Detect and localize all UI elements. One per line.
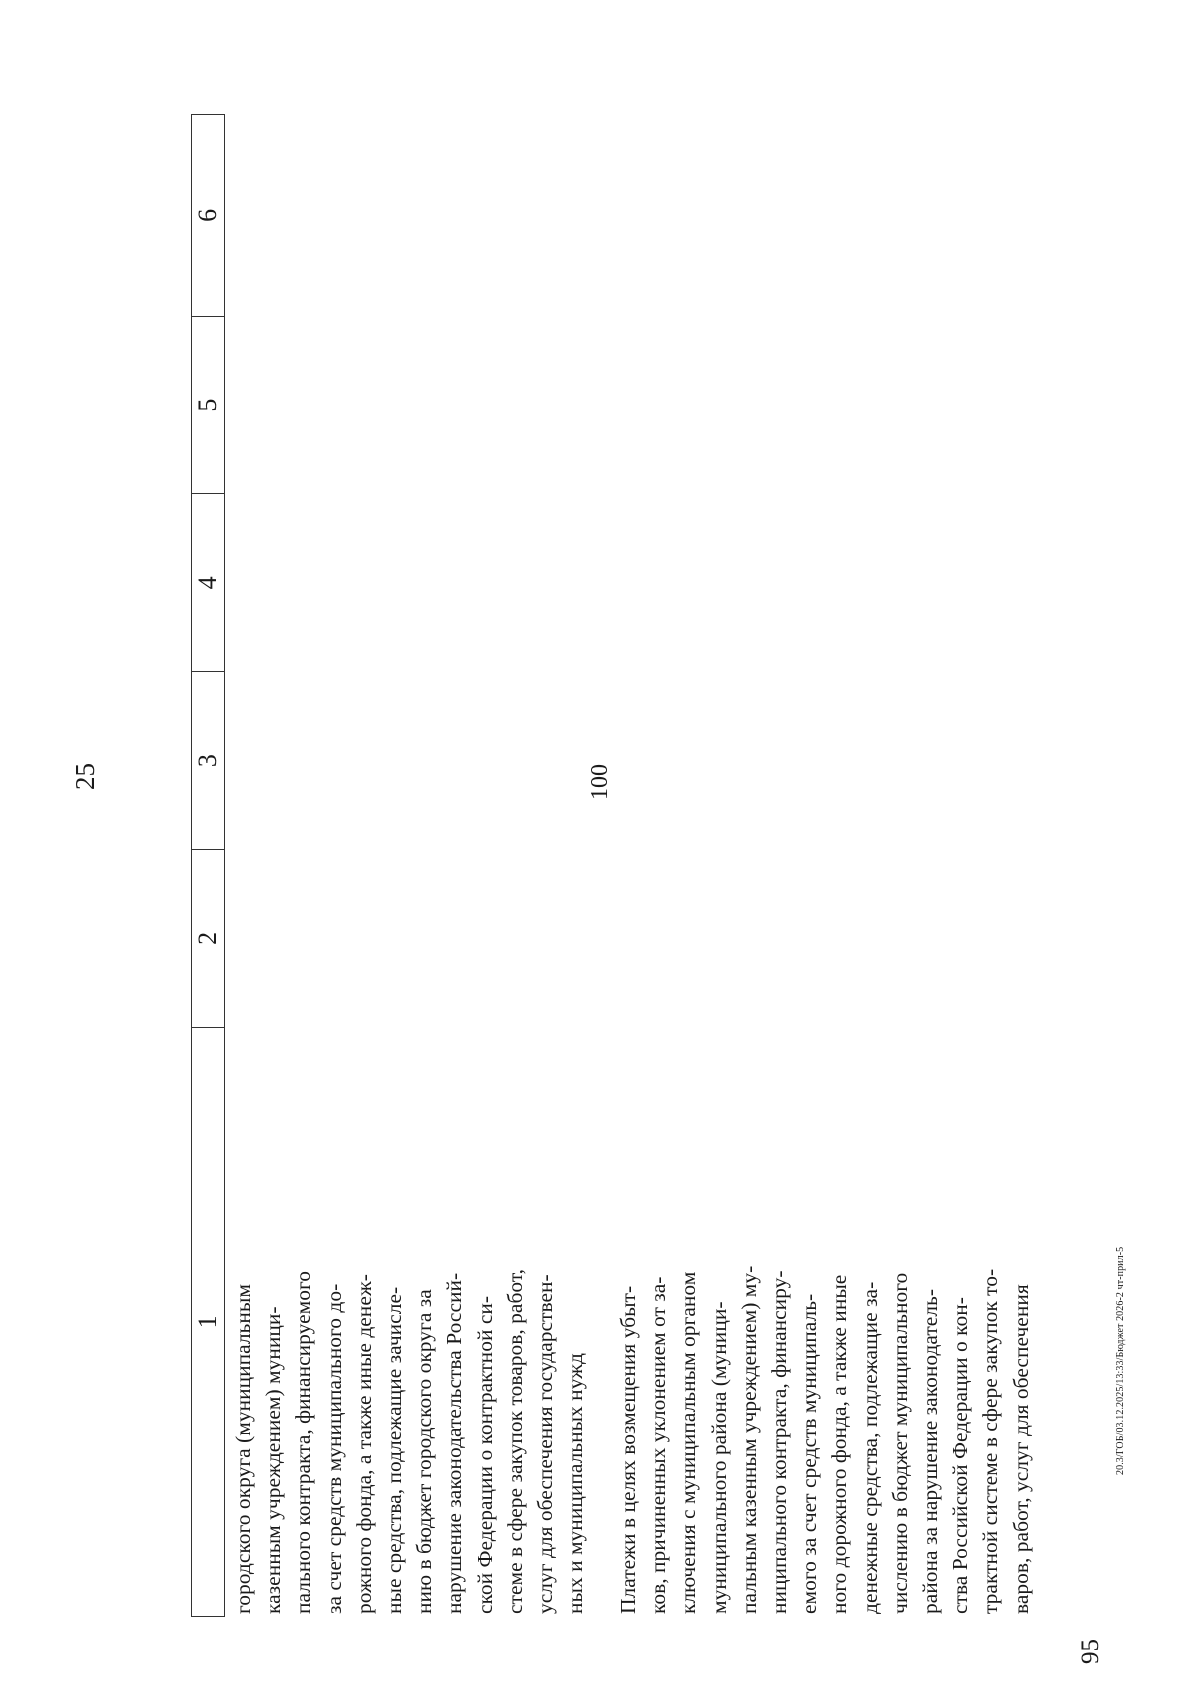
text-line: емого за счет средств муниципаль- — [797, 1293, 822, 1614]
text-line: за счет средств муниципального до- — [321, 1283, 346, 1614]
text-line: ниципального контракта, финансиру- — [767, 1270, 792, 1614]
page-number-top: 25 — [70, 763, 100, 790]
text-line: нию в бюджет городского округа за — [412, 1289, 437, 1614]
page-number-bottom: 95 — [1077, 1639, 1104, 1664]
text-line: пального контракта, финансируемого — [291, 1270, 316, 1614]
text-line: городского округа (муниципальным — [231, 1284, 255, 1614]
table-header-col-4: 4 — [192, 493, 224, 671]
text-line: пальным казенным учреждением) му- — [736, 1265, 761, 1614]
rotated-page-content — [15, 150, 1145, 1664]
table-row-1-description — [228, 1029, 590, 1614]
text-line: ключения с муниципальным органом — [676, 1271, 701, 1614]
text-line: ных и муниципальных нужд — [563, 1353, 588, 1614]
text-line: денежные средства, подлежащие за- — [857, 1281, 882, 1614]
text-line: стеме в сфере закупок товаров, работ, — [502, 1268, 527, 1614]
footer-document-code: 20.3/ГОБ/03.12.2025/13:33/Бюджет 2026-2 чт-прил-5 — [1115, 1246, 1126, 1475]
text-line: нарушение законодательства Россий- — [442, 1272, 467, 1614]
text-line: варов, работ, услуг для обеспечения — [1008, 1284, 1033, 1614]
table-header-row — [191, 114, 225, 1617]
text-line: казенным учреждением) муници- — [261, 1306, 286, 1614]
table-row-1-col-3-value: 100 — [587, 764, 613, 800]
text-line: ного дорожного фонда, а также иные — [827, 1274, 852, 1614]
text-line: ства Российской Федерации о кон- — [948, 1297, 973, 1614]
table-header-col-6: 6 — [193, 208, 222, 222]
text-line: ской Федерации о контрактной си- — [472, 1295, 497, 1614]
table-header-col-1: 1 — [192, 1027, 224, 1616]
table-header-col-5: 5 — [192, 316, 224, 494]
table-header-col-3: 3 — [192, 671, 224, 849]
text-line: трактной системе в сфере закупок то- — [978, 1268, 1003, 1614]
text-line: числению в бюджет муниципального — [887, 1272, 912, 1614]
text-line: ков, причиненных уклонением от за- — [646, 1276, 671, 1614]
text-line: района за нарушение законодатель- — [918, 1288, 943, 1614]
text-line: Платежи в целях возмещения убыт- — [616, 1285, 640, 1614]
text-line: ные средства, подлежащие зачисле- — [382, 1286, 407, 1614]
table-header-col-2: 2 — [192, 849, 224, 1027]
text-line: услуг для обеспечения государствен- — [533, 1274, 558, 1614]
table-row-2-description — [613, 1029, 1036, 1614]
text-line: муниципального района (муници- — [706, 1301, 731, 1614]
text-line: рожного фонда, а также иные денеж- — [351, 1274, 376, 1614]
